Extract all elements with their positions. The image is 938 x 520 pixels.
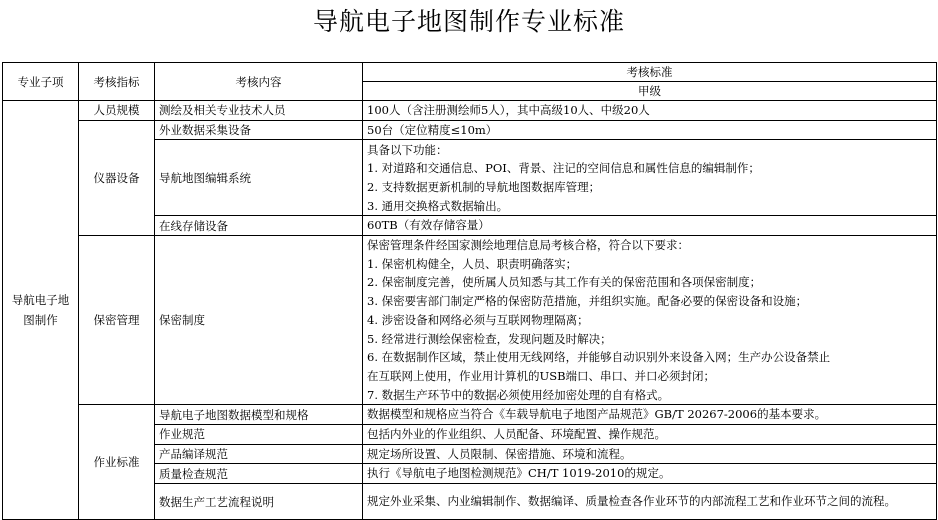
indicator-equipment: 仪器设备 [79,120,155,235]
content-cell: 数据生产工艺流程说明 [155,484,363,520]
standard-cell: 数据模型和规格应当符合《车载导航电子地图产品规范》GB/T 20267-2006的基本要求。 [363,405,937,425]
indicator-standards: 作业标准 [79,405,155,520]
standard-cell: 保密管理条件经国家测绘地理信息局考核合格，符合以下要求： 1. 保密机构健全，人员、职责明确落实； 2. 保密制度完善，使所属人员知悉与其工作有关的保密范围和各项保密制度； 3. 保密要害部门制定严格的保密防范措施，并组织实施。配备必要的保密设备和设施； 4. 涉密设备和网络必须与互联网物理隔离； 5. 经常进行测绘保密检查，发现问题及时解决； 6. 在数据制作区域，禁止使用无线网络，并能够自动识别外来设备入网；生产办公设备禁止 在互联网上使用，作业用计算机的USB端口、串口、并口必须封闭； 7. 数据生产环节中的数据必须使用经加密处理的自有格式。 [363,236,937,405]
indicator-security: 保密管理 [79,236,155,405]
standard-cell: 规定外业采集、内业编辑制作、数据编译、质量检查各作业环节的内部流程工艺和作业环节之间的流程。 [363,484,937,520]
content-cell: 质量检查规范 [155,464,363,484]
header-row [3,63,937,82]
standard-cell: 具备以下功能： 1. 对道路和交通信息、POI、背景、注记的空间信息和属性信息的编辑制作； 2. 支持数据更新机制的导航地图数据库管理； 3. 通用交换格式数据输出。 [363,140,937,216]
header-col4: 考核标准 [363,63,937,82]
content-cell: 导航电子地图数据模型和规格 [155,405,363,425]
standards-table [2,62,937,520]
indicator-personnel: 人员规模 [79,101,155,121]
standard-cell: 包括内外业的作业组织、人员配备、环境配置、操作规范。 [363,424,937,444]
header-grade: 甲级 [363,82,937,101]
header-col3: 考核内容 [155,63,363,101]
table-row [3,120,937,140]
standard-cell: 50台（定位精度≤10m） [363,120,937,140]
table-row [3,236,937,405]
standard-cell: 规定场所设置、人员限制、保密措施、环境和流程。 [363,444,937,464]
content-cell: 在线存储设备 [155,216,363,236]
header-col1: 专业子项 [3,63,79,101]
content-cell: 产品编译规范 [155,444,363,464]
standard-cell: 60TB（有效存储容量） [363,216,937,236]
page-title: 导航电子地图制作专业标准 [312,7,625,36]
content-cell: 作业规范 [155,424,363,444]
category-cell: 导航电子地图制作 [3,101,79,520]
standard-cell: 执行《导航电子地图检测规范》CH/T 1019-2010的规定。 [363,464,937,484]
table-row [3,405,937,425]
content-cell: 测绘及相关专业技术人员 [155,101,363,121]
content-cell: 外业数据采集设备 [155,120,363,140]
content-cell: 导航地图编辑系统 [155,140,363,216]
table-row [3,101,937,121]
header-col2: 考核指标 [79,63,155,101]
content-cell: 保密制度 [155,236,363,405]
standard-cell: 100人（含注册测绘师5人），其中高级10人、中级20人 [363,101,937,121]
